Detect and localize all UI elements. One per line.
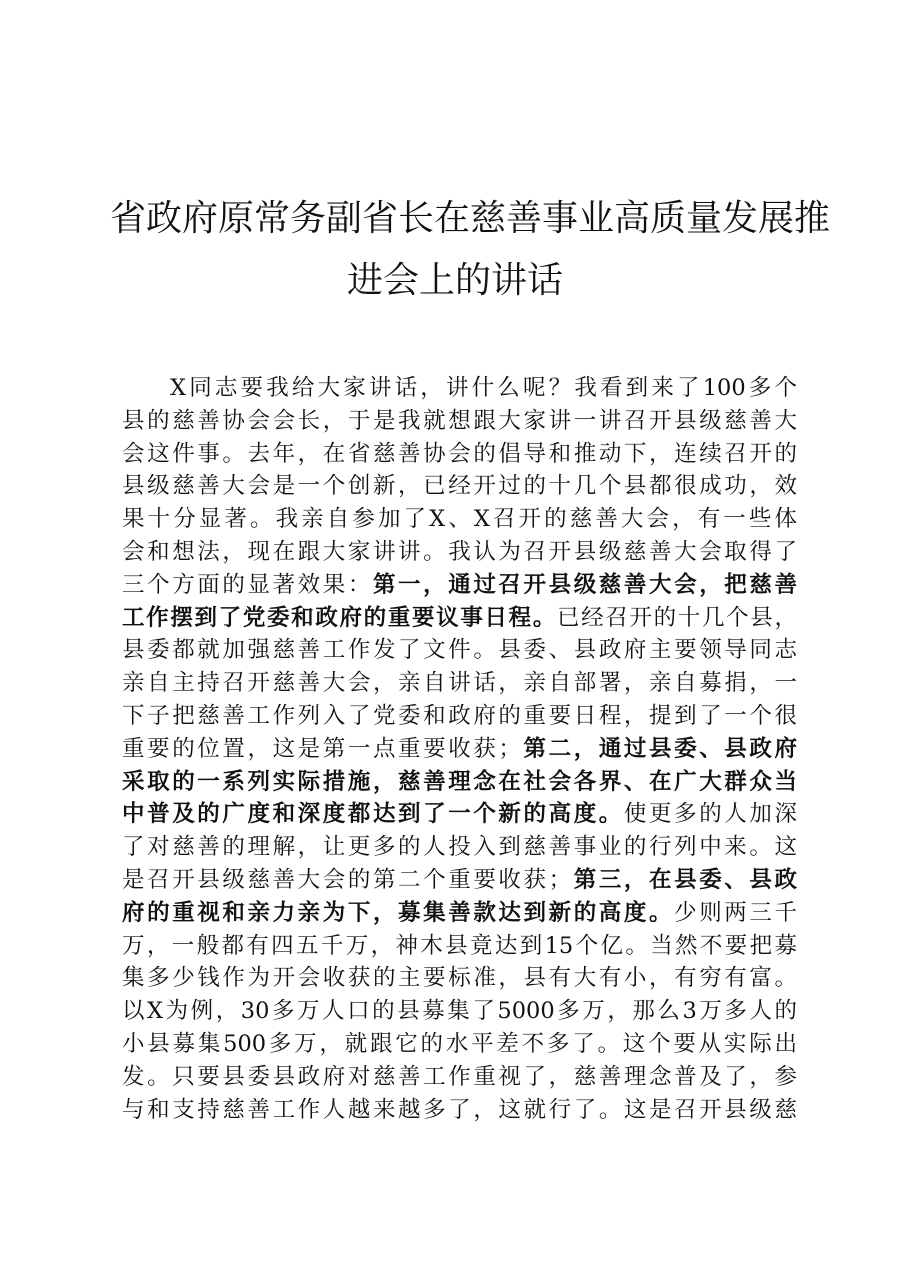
text-run: 已经召开的十几个县， bbox=[556, 604, 797, 631]
paragraph-line bbox=[122, 1061, 797, 1094]
paragraph-line bbox=[122, 1028, 797, 1061]
paragraph-line bbox=[122, 503, 797, 536]
bold-text-run: 工作摆到了党委和政府的重要议事日程。 bbox=[122, 604, 557, 631]
text-run: X同志要我给大家讲话，讲什么呢？我看到来了100多个 bbox=[170, 375, 797, 401]
text-run: 会和想法，现在跟大家讲讲。我认为召开县级慈善大会取得了 bbox=[122, 538, 797, 565]
paragraph-line bbox=[122, 897, 797, 930]
paragraph-line bbox=[122, 700, 797, 733]
text-run: 果十分显著。我亲自参加了X、X召开的慈善大会，有一些体 bbox=[122, 506, 797, 533]
paragraph-line bbox=[122, 405, 797, 438]
paragraph-line bbox=[122, 930, 797, 963]
text-run: 了对慈善的理解，让更多的人投入到慈善事业的行列中来。这 bbox=[122, 834, 797, 861]
body-paragraph bbox=[122, 372, 797, 1126]
paragraph-line bbox=[122, 569, 797, 602]
text-run: 县委都就加强慈善工作发了文件。县委、县政府主要领导同志 bbox=[122, 637, 797, 664]
paragraph-line bbox=[122, 831, 797, 864]
text-run: 小县募集500多万，就跟它的水平差不多了。这个要从实际出 bbox=[122, 1030, 797, 1057]
title-line-1: 省政府原常务副省长在慈善事业高质量发展推 bbox=[110, 198, 831, 239]
paragraph-line bbox=[122, 602, 797, 635]
paragraph-line bbox=[122, 766, 797, 799]
text-run: 万，一般都有四五千万，神木县竟达到15个亿。当然不要把募 bbox=[122, 932, 797, 959]
paragraph-line bbox=[122, 470, 797, 503]
title-line-2: 进会上的讲话 bbox=[346, 260, 563, 301]
bold-text-run: 府的重视和亲力亲为下，募集善款达到新的高度。 bbox=[122, 899, 675, 926]
paragraph-line bbox=[122, 1094, 797, 1127]
paragraph-line bbox=[122, 536, 797, 569]
paragraph-line bbox=[122, 733, 797, 766]
paragraph-line bbox=[122, 667, 797, 700]
text-run: 重要的位置，这是第一点重要收获； bbox=[122, 735, 521, 762]
bold-text-run: 第三，在县委、县政 bbox=[571, 866, 797, 893]
text-run: 是召开县级慈善大会的第二个重要收获； bbox=[122, 866, 572, 893]
text-run: 会这件事。去年，在省慈善协会的倡导和推动下，连续召开的 bbox=[122, 440, 797, 467]
text-run: 下子把慈善工作列入了党委和政府的重要日程，提到了一个很 bbox=[122, 702, 797, 729]
paragraph-line bbox=[122, 438, 797, 471]
text-run: 亲自主持召开慈善大会，亲自讲话，亲自部署，亲自募捐，一 bbox=[122, 670, 797, 697]
text-run: 使更多的人加深 bbox=[623, 801, 797, 828]
text-run: 少则两三千 bbox=[674, 899, 797, 926]
text-run: 发。只要县委县政府对慈善工作重视了，慈善理念普及了，参 bbox=[122, 1063, 797, 1090]
paragraph-line bbox=[122, 995, 797, 1028]
paragraph-line bbox=[122, 864, 797, 897]
bold-text-run: 采取的一系列实际措施，慈善理念在社会各界、在广大群众当 bbox=[122, 768, 797, 795]
text-run: 县的慈善协会会长，于是我就想跟大家讲一讲召开县级慈善大 bbox=[122, 407, 797, 434]
paragraph-line bbox=[122, 798, 797, 831]
text-run: 与和支持慈善工作人越来越多了，这就行了。这是召开县级慈 bbox=[122, 1096, 797, 1123]
bold-text-run: 第一，通过召开县级慈善大会，把慈善 bbox=[372, 571, 797, 598]
bold-text-run: 中普及的广度和深度都达到了一个新的高度。 bbox=[122, 801, 624, 828]
paragraph-line bbox=[122, 634, 797, 667]
paragraph-line bbox=[122, 962, 797, 995]
text-run: 集多少钱作为开会收获的主要标准，县有大有小，有穷有富。 bbox=[122, 965, 797, 992]
text-run: 三个方面的显著效果： bbox=[122, 571, 373, 598]
document-title bbox=[110, 188, 831, 312]
paragraph-line bbox=[122, 372, 797, 405]
text-run: 以X为例，30多万人口的县募集了5000多万，那么3万多人的 bbox=[122, 998, 797, 1025]
bold-text-run: 第二，通过县委、县政府 bbox=[520, 735, 797, 762]
text-run: 县级慈善大会是一个创新，已经开过的十几个县都很成功，效 bbox=[122, 473, 797, 500]
